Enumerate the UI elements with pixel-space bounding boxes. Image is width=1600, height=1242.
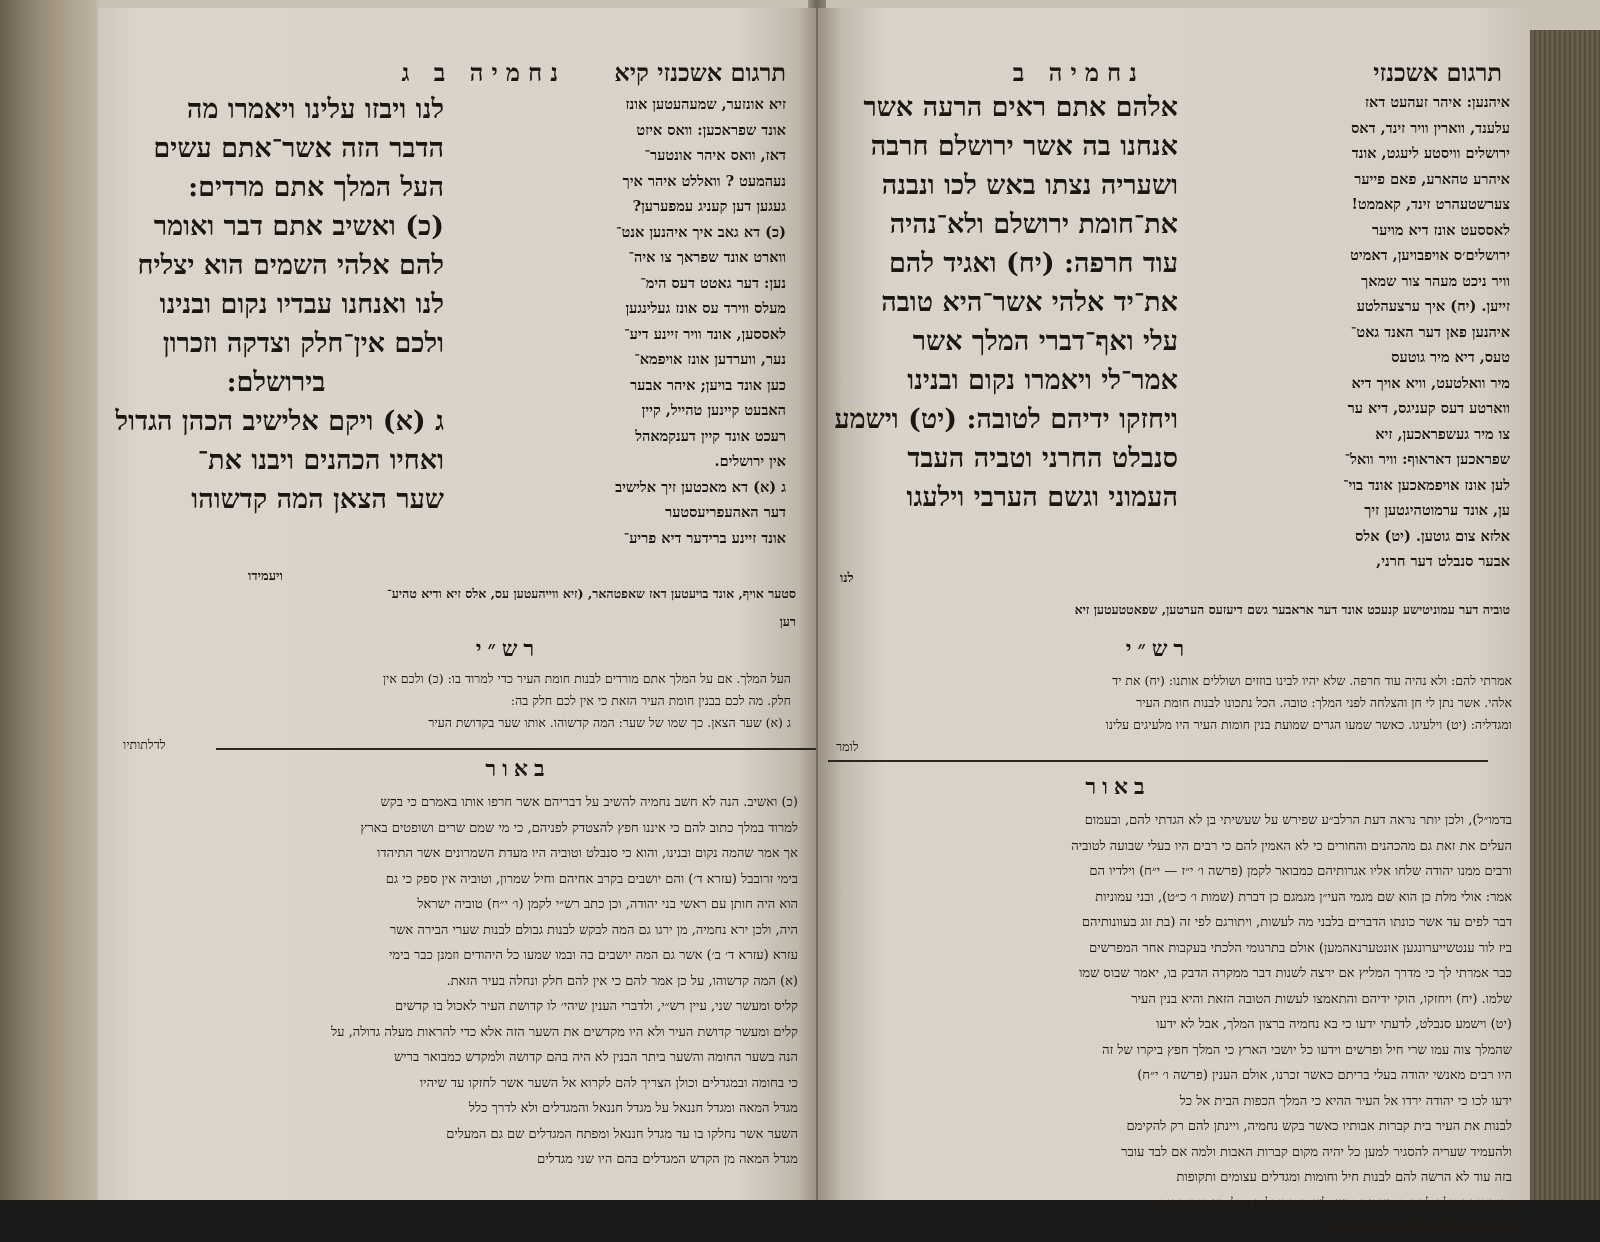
biur-line: ידעו לכו כי יהודה ירדו אל העיר ההיא כי המלך הכפות הבית אל כל (1179, 1093, 1512, 1109)
biur-line: אמר: אולי מלת כן הוא שם מגמי העי״ן מגמגם כן דברת (שמות ו׳ כ״ט), ובני עמוניות (1095, 889, 1512, 905)
yiddish-line: שפראכען דאראוף: וויר וואל־ (1344, 451, 1510, 468)
hebrew-line: ג (א) ויקם אלישיב הכהן הגדול (115, 406, 444, 437)
rashi-line: ומגדליה: (יט) וילעיגו. כאשר שמעו הגרים שמועת בנין חומות העיר היו מלעיגים עלינו (1105, 717, 1512, 732)
yiddish-line: עלענד, ווארין וויר זינד, דאס (1351, 119, 1510, 137)
right-running-title: תרגום אשכנזי (1373, 58, 1502, 87)
yiddish-line: מעלס ווירד עס אונז געלינגען (625, 300, 786, 317)
yiddish-line: האבעט קיינען טהייל, קיין (641, 402, 786, 419)
rashi-line: לדלתותיו (123, 737, 166, 752)
biur-line: (כ) ואשיב. הנה לא חשב נחמיה להשיב על דבריהם אשר חרפו אותו באמרם כי בקש (380, 795, 798, 810)
left-book-chapter: נחמיה ב ג (401, 58, 566, 87)
yiddish-line: טעס, דיא מיר גוטעס (1391, 349, 1510, 366)
right-biur-title: באור (1085, 774, 1151, 800)
hebrew-line: אמר־לי ויאמרו נקום ובנינו (907, 365, 1178, 396)
biur-line: שהמלך צוה עמו שרי חיל ופרשים וידעו כל יושבי הארץ כי המלך חפץ ביקרו של זה (1102, 1042, 1512, 1058)
divider-rule (216, 748, 816, 750)
biur-line: העלים את זאת גם מהכהנים והחורים כי לא האמין להם כי רבים היו בעלי שבועה לטוביה (1071, 838, 1512, 854)
biur-line: השער אשר נחלקו בו עד מגדל חננאל ומפתח המגדלים שם גם המעלים (446, 1126, 798, 1142)
hebrew-line: שער הצאן המה קדשוהו (191, 484, 444, 515)
right-page-header (818, 48, 1530, 88)
hebrew-line: העמוני וגשם הערבי וילעגו (906, 482, 1178, 513)
yiddish-line: וויר ניכט מעהר צור שמאך (1361, 272, 1510, 290)
yiddish-line: געגען דען קעניג עמפערען? (632, 198, 786, 215)
left-biur-commentary (118, 790, 798, 1173)
hebrew-line: ושעריה נצתו באש לכו ונבנה (881, 170, 1178, 201)
yiddish-line: דער האהעפריעסטער (665, 504, 786, 521)
yiddish-line: נער, ווערדען אונז אויפמא־ (634, 351, 786, 368)
hebrew-line: הדבר הזה אשר־אתם עשים (153, 133, 444, 164)
yiddish-line: ג (א) דא מאכטען זיך אלישיב (615, 478, 786, 496)
left-translation-continuation-end: רען (779, 614, 796, 629)
right-book-chapter: נחמיה ב (1012, 58, 1145, 87)
hebrew-line: אלהם אתם ראים הרעה אשר (863, 92, 1178, 123)
yiddish-line: זיא אונזער, שמעהעטען אונז (625, 96, 786, 113)
yiddish-line: נען: דער גאטט דעס הימ־ (640, 274, 786, 292)
hebrew-line: את־חומת ירושלם ולא־נהיה (889, 209, 1178, 240)
biur-line: אך אמר שהמה נקום ובנינו, והוא כי סנבלט וטוביה היו מעדת השמרונים אשר התיהדו (377, 846, 798, 861)
yiddish-line: איהרע טהארע, פאם פייער (1354, 170, 1510, 188)
right-rashi-title: רש״י (1125, 636, 1191, 662)
yiddish-line: מיר וואלטעט, וויא אויך דיא (1351, 374, 1510, 392)
hebrew-line: לנו ויבזו עלינו ויאמרו מה (186, 94, 444, 125)
hebrew-line: סנבלט החרני וטביה העבד (907, 443, 1178, 474)
hebrew-line: את־יד אלהי אשר־היא טובה (881, 287, 1178, 318)
yiddish-line: אלזא צום גוטען. (יט) אלס (1355, 527, 1510, 545)
yiddish-line: אבער סנבלט דער חרני, (1376, 553, 1510, 570)
hebrew-line: ויחזקו ידיהם לטובה: (יט) וישמע (834, 404, 1178, 435)
hebrew-line: בירושלם: (226, 367, 326, 398)
biur-line: מגדל המאה מן הקדש המגדלים בהם היו שני מגדלים (537, 1152, 798, 1167)
hebrew-line: ולכם אין־חלק וצדקה וזכרון (162, 328, 444, 359)
yiddish-line: נעהמעט ? וואללט איהר איך (622, 172, 786, 190)
right-catchword: לנו (840, 571, 854, 586)
hebrew-line: ואחיו הכהנים ויבנו את־ (197, 445, 444, 476)
yiddish-line: (כ) דא גאב איך איהנען אנט־ (615, 223, 786, 241)
hebrew-line: לנו ואנחנו עבדיו נקום ובנינו (159, 289, 444, 320)
biur-line: כי בחומה ובמגדלים וכולן הצריך להם לקרוא אל השער אשר לחזקו עד שיהיו (419, 1075, 798, 1091)
rashi-line: לומר (836, 739, 859, 754)
yiddish-line: רעכט אונד קיין דענקמאהל (635, 427, 786, 445)
right-rashi-commentary (836, 670, 1512, 758)
rashi-line: אלהי. אשר נתן לי חן והצלחה לפני המלך: טובה. הכל נתכונו לבנות חומת העיר (1136, 695, 1512, 710)
biur-line: (א) המה קדשוהו, על כן אמר להם כי אין להם חלק ונחלה בעיר הזאת. (446, 973, 798, 989)
biur-line: בימי זרובבל (עזרא ד׳) והם יושבים בקרב אחיהם וחיל שמרון, וטוביה אין ספק כי גם (385, 871, 798, 887)
yiddish-line: צו מיר געשפראכען, זיא (1375, 425, 1510, 443)
biur-line: והנה עתה נגלה להם כי יש את נפשו לשום המגדלים בכל הארץ עם עד (1161, 1195, 1512, 1211)
rashi-line: אמרתי להם: ולא נהיה עוד חרפה. שלא יהיו לבינו בוזזים ושוללים אותנו: (יח) את יד (1112, 673, 1512, 688)
hebrew-line: העל המלך אתם מרדים: (188, 172, 444, 203)
left-translation-continuation: סטער אויף, אונד בויעטען דאז שאפטהאר, (זיא ווייהעטען עס, אלס זיא ודיא טהיע־ (387, 586, 796, 601)
biur-line: כבר אמרתי לך כי מדרך המליץ אם ירצה לשנות דבר ממקרה הדבק בו, יאמר שבוס שמו (1079, 966, 1512, 981)
left-catchword: ויעמידו (248, 569, 283, 584)
yiddish-line: דאז, וואס איהר אונטער־ (644, 147, 786, 164)
right-biur-commentary (832, 808, 1512, 1242)
biur-line: שלמו. (יח) ויחזקו, הוקי ידיהם והתאמצו לעשות הטובה הזאת והיא בנין העיר (1131, 991, 1512, 1007)
right-hebrew-text (834, 88, 1178, 517)
left-page (98, 8, 816, 1200)
yiddish-line: כען אונד בויען; איהר אבער (630, 376, 786, 394)
biur-line: ורבים ממנו יהודה שלחו אליו אגרותיהם כמבואר לקמן (פרשה ו׳ י״ז — י״ח) וילדיו הם (1089, 864, 1512, 879)
biur-line: הוא היה חותן עם ראשי בני יהודה, וכן כתב רש״י לקמן (ו׳ י״ח) טוביה ישראל (417, 897, 798, 912)
yiddish-line: ווארט אונד שפראך צו איה־ (628, 249, 786, 266)
left-rashi-commentary (123, 668, 791, 756)
biur-line: בדמו״ל), ולכן יותר נראה דעת הרלב״ע שפירש על שעשיתי בן לא הגדתי להם, ובעמום (1084, 813, 1512, 828)
biur-line: עזרא (עזרא ד׳ ב׳) אשר גם המה יושבים בה ובמו שמעו כל היהודים וזמנן כבר בימי (388, 948, 798, 963)
biur-line: היו רבים מאנשי יהודה בעלי בריתם כאשר זכרנו, אולם הענין (פרשה ו׳ י״ח) (1137, 1068, 1512, 1083)
hebrew-line: אנחנו בה אשר ירושלם חרבה (870, 131, 1178, 162)
yiddish-line: איהנען פאן דער האנד גאט־ (1350, 323, 1510, 341)
left-hebrew-text (108, 90, 444, 519)
yiddish-line: לען אונז אויפמאכען אונד בוי־ (1342, 476, 1510, 494)
page-edges (1530, 30, 1600, 1200)
yiddish-line: אונד שפראכען: וואס איזט (636, 121, 786, 139)
biur-line: ואשיב לכן להעיגו להם ואמרו המלך (1335, 1221, 1512, 1236)
yiddish-line: אין ירושלים. (714, 453, 786, 470)
yiddish-line: לאססעט אונז דיא מויער (1372, 221, 1510, 239)
yiddish-line: ווארטע דעס קעניגס, דיא ער (1347, 400, 1510, 417)
yiddish-line: איהנען: איהר זעהעט דאז (1364, 94, 1510, 111)
left-yiddish-translation (456, 92, 786, 551)
rashi-line: העל המלך. אם על המלך אתם מורדים לבנות חומת העיר כדי למרוד בו: (כ) ולכם אין (382, 671, 791, 686)
divider-rule (828, 760, 1488, 762)
rashi-line: ג (א) שער הצאן. כך שמו של שער: המה קדשוהו. אותו שער בקדושת העיר (428, 715, 791, 730)
biur-line: דבר לפים עד אשר כונתו הדברים בלבני מה לעשות, ויתורגם לפי זה (בת זוג בעוונותיהם (1081, 915, 1512, 930)
biur-line: קלים ומעשר קדושת העיר ולא היו מקדשים את השער הזה אלא כדי להראות מעלה גדולה, על (331, 1024, 798, 1040)
hebrew-line: עוד חרפה: (יח) ואגיד להם (888, 248, 1178, 279)
biur-line: ביז לור ענטשייערונגען אונטערנאהמען) אולם בתרגומי הלכתי בעקבות אחר המפרשים (1089, 940, 1512, 956)
right-translation-continuation: טוביה דער עמוניטישע קנעכט אונד דער אראבער גשם דיעזעס הערטען, שפאטטעטען זיא (1074, 602, 1510, 617)
biur-line: מגדל המאה ומגדל חננאל על מגדל חננאל והמגדלים ולא לדרך כלל (468, 1101, 798, 1116)
yiddish-line: אונד זיינע ברידער דיא פריע־ (623, 529, 786, 547)
rashi-line: חלק. מה לכם בבנין חומת העיר הזאת כי אין לכם חלק בה: (510, 693, 791, 708)
left-rashi-title: רש״י (475, 636, 541, 662)
biur-line: למרוד במלך כתוב להם כי איננו חפץ להצטדק לפניהם, כי מי שמם שרים ושופטים בארץ (360, 820, 798, 836)
left-biur-title: באור (485, 756, 551, 782)
left-page-header (98, 48, 816, 88)
biur-line: הנה בשער החומה והשער ביתר הבנין לא היה בהם קדושה ולמקדש כמבואר בריש (393, 1050, 798, 1065)
hebrew-line: עלי ואף־דברי המלך אשר (912, 326, 1178, 357)
left-running-title: תרגום אשכנזי קיא (614, 58, 786, 87)
biur-line: קליס ומעשר שני, עיין רש״י, ולדברי הענין שיהי׳ לו קדושת העיר לאכול בו קדשים (395, 999, 798, 1014)
yiddish-line: לאססען, אונד וויר זיינע דיע־ (624, 325, 786, 343)
biur-line: בזה עוד לא הרשה להם לבנות חיל וחומות ומגדלים עצומים ותקופות (1176, 1170, 1512, 1185)
hebrew-line: (כ) ואשיב אתם דבר ואומר (153, 211, 444, 242)
biur-line: לבנות את העיר בית קברות אבותיו כאשר בקש נחמיה, ויינתן להם רק להקימם (1126, 1119, 1512, 1134)
biur-line: היה, ולכן ירא נחמיה, מן ירגו גם המה לבקש לבנות גבולם לבנות שערי הבירה אשר (389, 922, 798, 938)
yiddish-line: זייען. (יח) איך ערצעהלטע (1356, 298, 1510, 315)
yiddish-line: ירושלים׳ס אויפבויען, דאמיט (1350, 247, 1510, 264)
biur-line: (יט) וישמע סנבלט, לדעתי ידעו כי בא נחמיה ברצון המלך, אבל לא ידעו (1156, 1017, 1512, 1032)
yiddish-line: צערשטעהרט זינד, קאממט! (1351, 196, 1510, 213)
biur-line: ולהעמיד שעריה להסגיר למען כל יהיה מקום קברות האבות ולמה אם לבד עובר (1121, 1144, 1512, 1160)
yiddish-line: ירושלים וויסטע ליעגט, אונד (1351, 145, 1510, 162)
right-yiddish-translation (1190, 90, 1510, 575)
yiddish-line: ען, אונד ערמוטהיגטען זיך (1364, 502, 1510, 519)
right-page (818, 8, 1530, 1236)
hebrew-line: להם אלהי השמים הוא יצליח (137, 250, 444, 281)
